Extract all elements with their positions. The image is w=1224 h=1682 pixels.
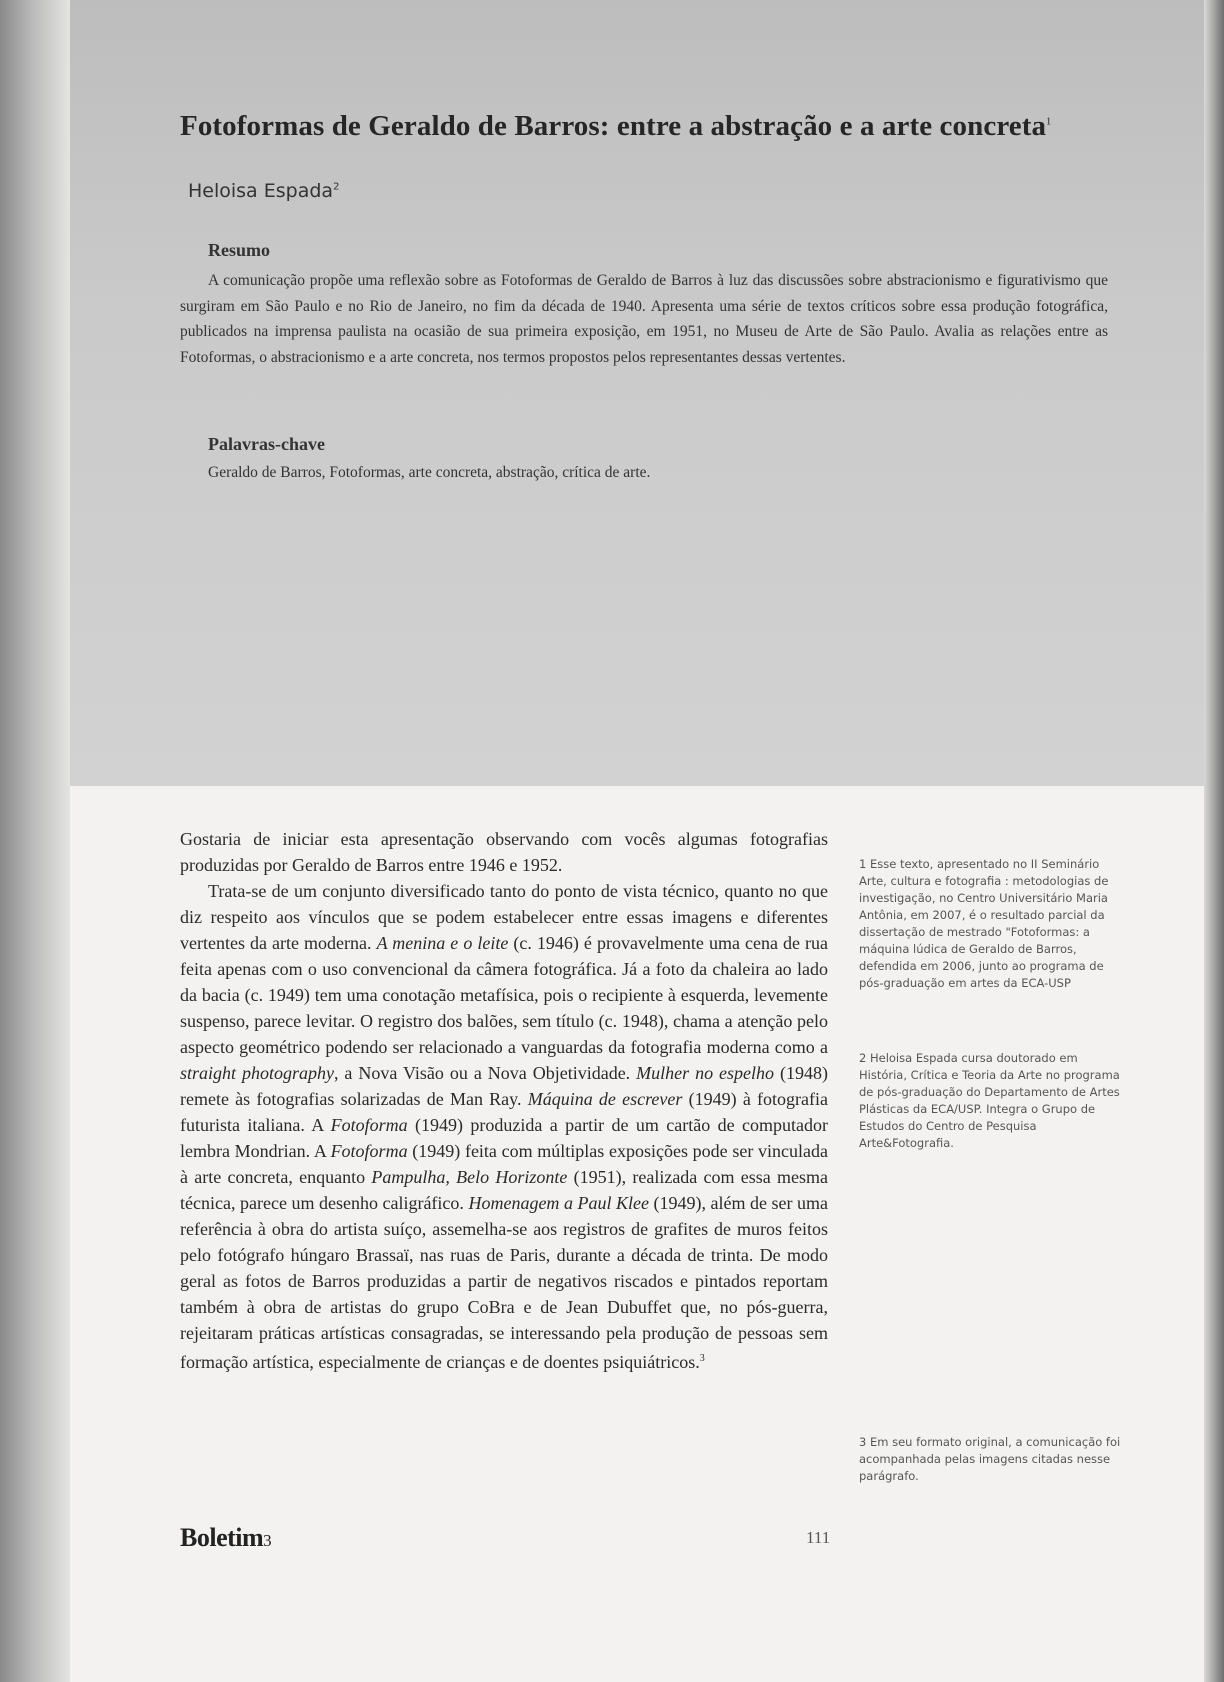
artwork-title: A menina e o leite [376, 933, 509, 953]
body-text-run: Trata-se de um conjunto diversificado tanto do ponto de vista técnico, quanto no que diz respeito aos vínculos que se podem estabelecer entre essas imagens e diferentes vertentes da arte moderna. [180, 881, 828, 953]
abstract-text: A comunicação propõe uma reflexão sobre as Fotoformas de Geraldo de Barros à luz das discussões sobre abstracionismo e figurativismo que surgiram em São Paulo e no Rio de Janeiro, no fim da década de 1940. Apresenta uma série de textos críticos sobre essa produção fotográfica, publicados na imprensa paulista na ocasião de sua primeira exposição, em 1951, no Museu de Arte de São Paulo. Avalia as relações entre as Fotoformas, o abstracionismo e a arte concreta, nos termos propostos pelos representantes dessas vertentes. [180, 272, 1108, 366]
journal-name: Boletim [180, 1523, 264, 1552]
body-text-run: (1949), além de ser uma referência à obra do artista suíço, assemelha-se aos registros de grafites de muros feitos pelo fotógrafo húngaro Brassaï, nas ruas de Paris, durante a década de trinta. De modo geral as fotos de Barros produzidas a partir de negativos riscados e pintados reportam também à obra de artistas do grupo CoBra e de Jean Dubuffet que, no pós-guerra, rejeitaram práticas artísticas consagradas, se interessando pela produção de pessoas sem formação artística, especialmente de crianças e de doentes psiquiátricos. [180, 1193, 829, 1372]
artwork-title: Pampulha, Belo Horizonte [371, 1167, 568, 1187]
article-title-text: Fotoformas de Geraldo de Barros: entre a abstração e a arte concreta [180, 110, 1047, 142]
author-name [188, 180, 339, 202]
artwork-title: Homenagem a Paul Klee [468, 1193, 649, 1213]
body-text-run: , a Nova Visão ou a Nova Objetividade. [333, 1063, 637, 1083]
keywords-text: Geraldo de Barros, Fotoformas, arte concreta, abstração, crítica de arte. [208, 464, 651, 481]
keywords-heading: Palavras-chave [208, 434, 325, 454]
page-edge-shadow [1204, 0, 1224, 1682]
author-footnote-ref[interactable]: 2 [333, 181, 340, 193]
artwork-title: Máquina de escrever [527, 1089, 683, 1109]
artwork-title: Mulher no espelho [636, 1063, 775, 1083]
page-number: 111 [806, 1528, 831, 1547]
body-text-run: (1949) à fotografia futurista italiana. A [180, 1089, 829, 1135]
body-paragraph-2 [180, 878, 828, 1375]
author-name-text: Heloisa Espada [188, 180, 334, 202]
artwork-title: Fotoforma [330, 1115, 408, 1135]
body-footnote-ref[interactable]: 3 [699, 1353, 705, 1364]
foreign-term: straight photography [180, 1063, 334, 1083]
artwork-title: Fotoforma [330, 1141, 408, 1161]
abstract-heading: Resumo [208, 240, 270, 260]
article-title [180, 110, 1180, 143]
title-footnote-ref[interactable]: 1 [1046, 116, 1052, 128]
body-text-run: (c. 1946) é provavelmente uma cena de rua feita apenas com o uso convencional da câmera fotográfica. Já a foto da chaleira ao lado da bacia (c. 1949) tem uma conotação metafísica, pois o recipiente à esquerda, levemente suspenso, parece levitar. O registro dos balões, sem título (c. 1948), chama a atenção pelo aspecto geométrico podendo ser relacionado a vanguardas da fotografia moderna como a [180, 933, 828, 1057]
article-body [180, 826, 828, 1375]
body-text-run: (1948) remete às fotografias solarizadas de Man Ray. [180, 1063, 828, 1109]
footnote-3: 3 Em seu formato original, a comunicação foi acompanhada pelas imagens citadas nesse parágrafo. [859, 1435, 1121, 1483]
footnote-1: 1 Esse texto, apresentado no II Seminário Arte, cultura e fotografia : metodologias de investigação, no Centro Universitário Maria Antônia, em 2007, é o resultado parcial da dissertação de mestrado "Fotoformas: a máquina lúdica de Geraldo de Barros, defendida em 2006, junto ao programa de pós-graduação em artes da ECA-USP [859, 857, 1109, 990]
body-text-run: (1949) produzida a partir de um cartão de computador lembra Mondrian. A [180, 1115, 828, 1161]
journal-volume: 3 [263, 1531, 272, 1550]
body-text-run: (1949) feita com múltiplas exposições pode ser vinculada à arte concreta, enquanto [180, 1141, 828, 1187]
journal-logo [180, 1523, 271, 1553]
book-spine-shadow [0, 0, 70, 1682]
footnote-2: 2 Heloisa Espada cursa doutorado em História, Crítica e Teoria da Arte no programa de pós-graduação do Departamento de Artes Plásticas da ECA/USP. Integra o Grupo de Estudos do Centro de Pesquisa Arte&Fotografia. [859, 1051, 1120, 1150]
body-paragraph-1: Gostaria de iniciar esta apresentação observando com vocês algumas fotografias produzidas por Geraldo de Barros entre 1946 e 1952. [180, 829, 828, 875]
body-text-run: (1951), realizada com essa mesma técnica, parece um desenho caligráfico. [180, 1167, 828, 1213]
